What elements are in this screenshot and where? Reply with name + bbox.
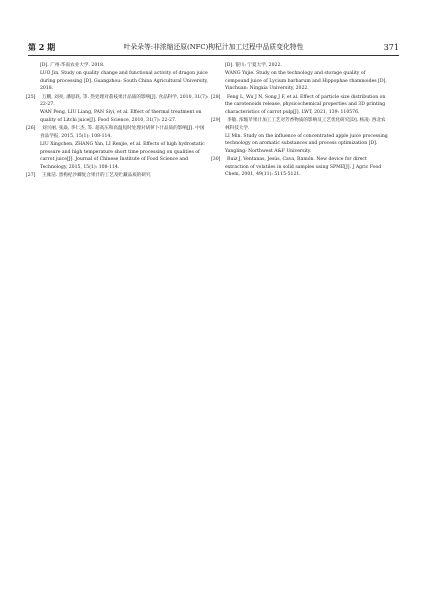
reference-entry [26, 94, 209, 109]
reference-entry [33, 141, 209, 171]
reference-text: 万鹏, 刘亮, 潘思轶, 等. 热处理对荔枝果汁品质的影响[J]. 食品科学, 2010, 31(7): 22-27. [40, 94, 209, 108]
reference-entry [26, 125, 209, 140]
running-header [28, 42, 399, 56]
reference-entry [211, 117, 390, 132]
page-number: 371 [383, 43, 399, 52]
reference-text: 刘兴丽, 张焱, 李仁杰, 等. 超高压和高温短时处理对胡萝卜汁品质的影响[J]. 中国食品学报, 2015, 15(1): 108-114. [40, 126, 205, 139]
reference-text: LUO Jin. Study on quality change and functional activity of dragon juice during processing [D]. Guangzhou: South China Agricultural University, 2018. [40, 71, 208, 92]
reference-number: [25] [26, 94, 36, 100]
header-rule [28, 55, 399, 56]
reference-entry [33, 62, 209, 70]
reference-entry [33, 70, 209, 93]
reference-entry [218, 62, 390, 70]
reference-number: [26] [26, 126, 36, 132]
reference-text: Ruiz J, Ventanas, Jesús, Cava, Ramón. New device for direct extraction of volatiles in solid samples using SPME[J]. J Agric Food Chem, 2001, 49(11): 5115-5121. [225, 157, 382, 178]
reference-text: [D]. 银川: 宁夏大学, 2022. [225, 63, 282, 68]
reference-number: [28] [211, 94, 221, 100]
reference-text: Feng L, Wu J N, Song J F, et al. Effect of particle size distribution on the carotenoids release, physicochemical properties and 3D printing characteristics of carrot pulp[J]. LWT, 2021, 139: 110576. [225, 94, 386, 115]
reference-column-right [211, 62, 390, 179]
reference-entry [218, 70, 390, 93]
reference-number: [27] [26, 172, 36, 178]
reference-text: [D]. 广州:华南农业大学, 2018. [40, 63, 105, 68]
reference-text: WANG Yujie. Study on the technology and storage quality of compound juice of Lycium barbarum and Hippophae rhamnoides [D]. Yinchuan: Ningxia University, 2022. [225, 71, 387, 92]
reference-text: 王雍洁. 黑枸杞沙棘复合果汁的工艺及贮藏品质的研究 [42, 172, 151, 178]
reference-column-left [26, 62, 209, 180]
reference-number: [30] [211, 157, 221, 163]
reference-text: 李敏. 浓缩苹果汁加工工艺对芳香物质的影响及工艺优化研究[D]. 杨凌: 西北农林科技大学. [225, 117, 386, 131]
reference-entry [211, 94, 390, 117]
running-title: 叶朵朵等:非浓缩还原(NFC)枸杞汁加工过程中品质变化特性 [123, 43, 304, 51]
reference-number: [29] [211, 117, 221, 123]
issue-label: 第 2 期 [28, 42, 56, 52]
reference-entry [211, 156, 390, 179]
reference-text: WAN Peng, LIU Liang, PAN Siyi, et al. Effect of thermal treatment on quality of Litchi juice[J]. Food Science, 2010, 31(7): 22-27. [40, 110, 202, 123]
reference-entry [33, 109, 209, 124]
reference-text: LI Min. Study on the influence of concentrated apple juice processing technology on aromatic substances and process optimization [D]. Yangling: Northwest A&F University. [225, 133, 388, 154]
reference-entry [26, 172, 209, 180]
reference-entry [218, 133, 390, 156]
reference-text: LIU Xingchen, ZHANG Yan, LI Renjie, et al. Effects of high hydrostatic pressure and high temperature short time processing on qualities of carrot juice[J]. Journal of Chinese Institute of Food Science and Technology, 2015, 15(1): 108-114. [40, 141, 205, 170]
